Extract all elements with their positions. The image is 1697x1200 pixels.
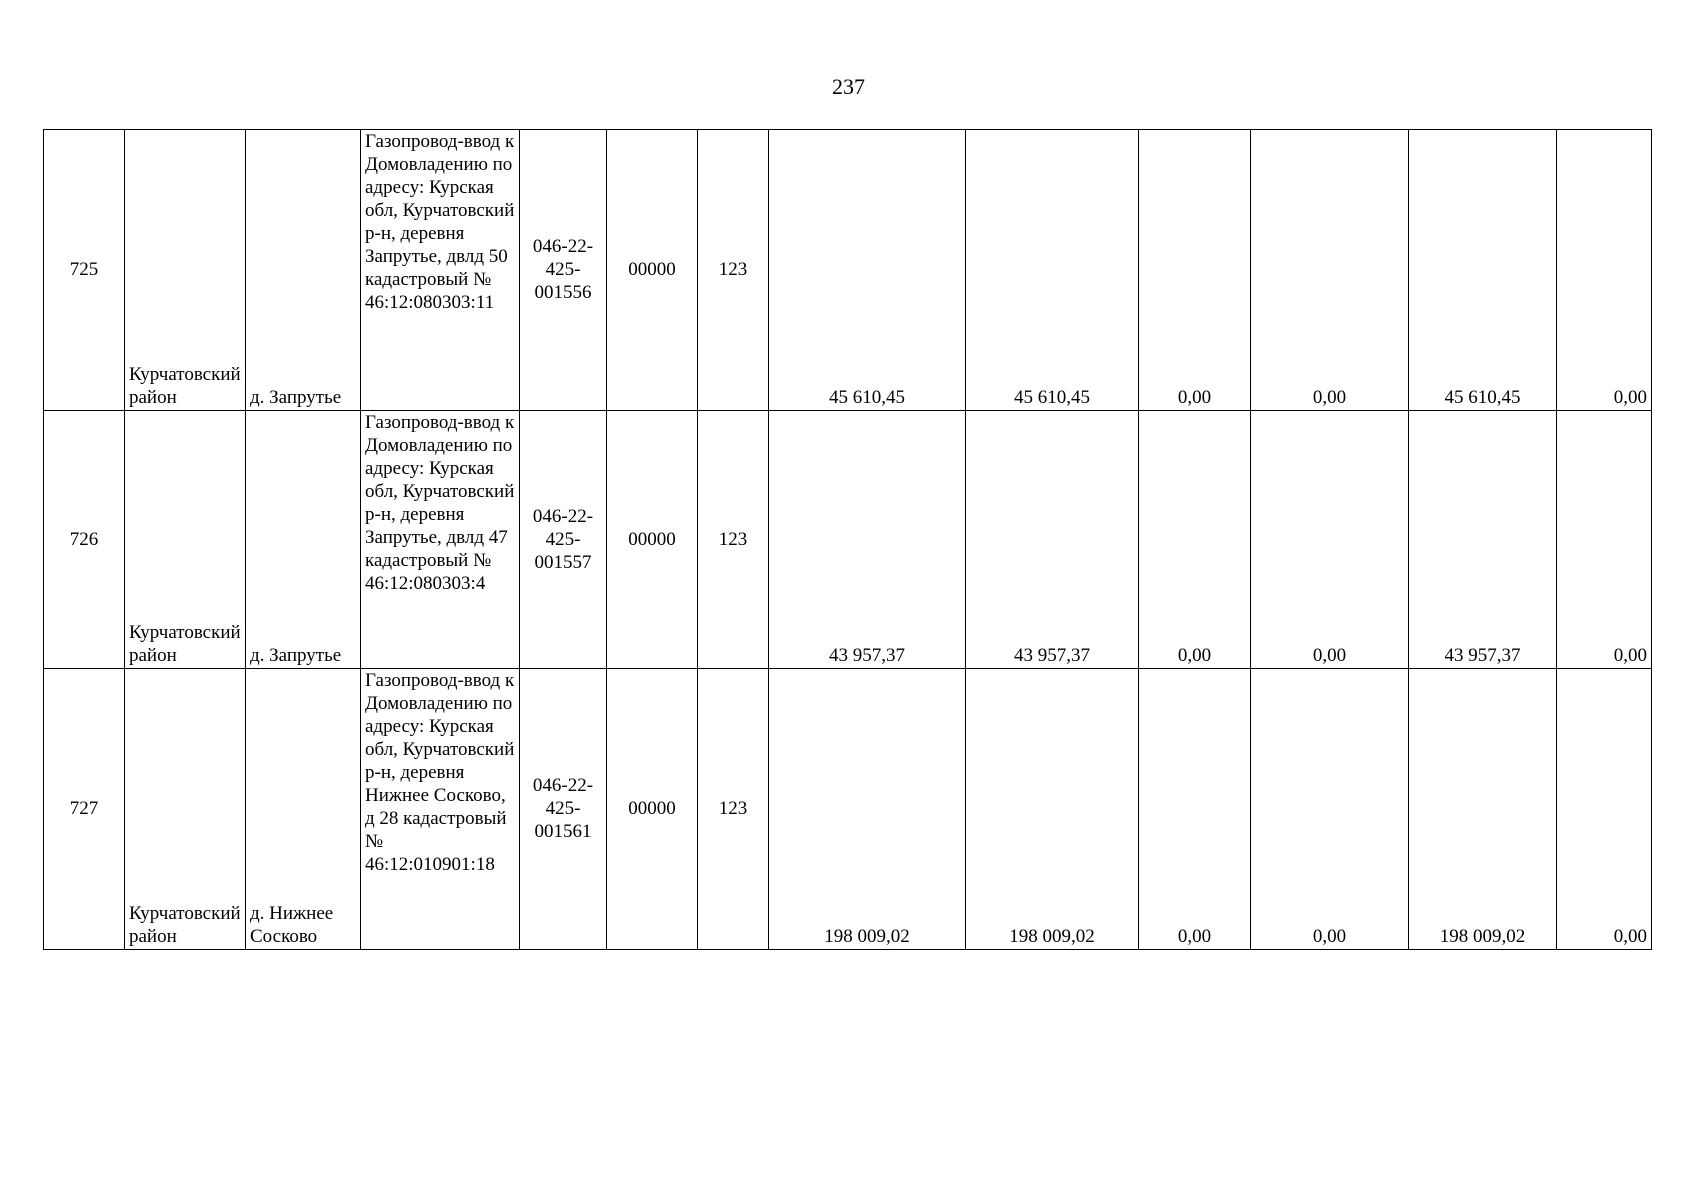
amount-cell: 198 009,02 bbox=[966, 669, 1139, 950]
inventory-number-cell: 046-22-425-001556 bbox=[520, 130, 607, 411]
row-number: 727 bbox=[44, 669, 125, 950]
amount-cell: 43 957,37 bbox=[966, 411, 1139, 669]
amount-cell: 0,00 bbox=[1139, 669, 1251, 950]
amount-cell: 198 009,02 bbox=[769, 669, 966, 950]
amount-cell: 43 957,37 bbox=[769, 411, 966, 669]
code-cell: 00000 bbox=[607, 411, 698, 669]
description-cell: Газопровод-ввод к Домовладению по адресу: Курская обл, Курчатовский р-н, деревня Запрутье, двлд 47 кадастровый № 46:12:080303:4 bbox=[361, 411, 520, 669]
inventory-number-cell: 046-22-425-001557 bbox=[520, 411, 607, 669]
description-cell: Газопровод-ввод к Домовладению по адресу: Курская обл, Курчатовский р-н, деревня Запрутье, двлд 50 кадастровый № 46:12:080303:11 bbox=[361, 130, 520, 411]
account-code-cell: 123 bbox=[698, 669, 769, 950]
settlement-cell: д. Запрутье bbox=[246, 411, 361, 669]
amount-cell: 45 610,45 bbox=[1409, 130, 1557, 411]
amount-cell: 43 957,37 bbox=[1409, 411, 1557, 669]
settlement-cell: д. Нижнее Сосково bbox=[246, 669, 361, 950]
amount-cell: 0,00 bbox=[1251, 411, 1409, 669]
amount-cell: 198 009,02 bbox=[1409, 669, 1557, 950]
district-cell: Курчатовский район bbox=[125, 411, 246, 669]
table-row bbox=[44, 669, 1652, 950]
amount-cell: 0,00 bbox=[1139, 130, 1251, 411]
row-number: 726 bbox=[44, 411, 125, 669]
page-number: 237 bbox=[832, 74, 865, 99]
amount-cell: 0,00 bbox=[1557, 411, 1652, 669]
code-cell: 00000 bbox=[607, 669, 698, 950]
registry-table bbox=[43, 129, 1652, 950]
table-row bbox=[44, 130, 1652, 411]
account-code-cell: 123 bbox=[698, 411, 769, 669]
district-cell: Курчатовский район bbox=[125, 669, 246, 950]
amount-cell: 45 610,45 bbox=[966, 130, 1139, 411]
description-cell: Газопровод-ввод к Домовладению по адресу: Курская обл, Курчатовский р-н, деревня Нижнее Сосково, д 28 кадастровый № 46:12:010901:18 bbox=[361, 669, 520, 950]
settlement-cell: д. Запрутье bbox=[246, 130, 361, 411]
amount-cell: 0,00 bbox=[1251, 669, 1409, 950]
amount-cell: 0,00 bbox=[1251, 130, 1409, 411]
code-cell: 00000 bbox=[607, 130, 698, 411]
amount-cell: 0,00 bbox=[1557, 130, 1652, 411]
inventory-number-cell: 046-22-425-001561 bbox=[520, 669, 607, 950]
amount-cell: 0,00 bbox=[1139, 411, 1251, 669]
amount-cell: 45 610,45 bbox=[769, 130, 966, 411]
account-code-cell: 123 bbox=[698, 130, 769, 411]
district-cell: Курчатовский район bbox=[125, 130, 246, 411]
row-number: 725 bbox=[44, 130, 125, 411]
table-row bbox=[44, 411, 1652, 669]
amount-cell: 0,00 bbox=[1557, 669, 1652, 950]
